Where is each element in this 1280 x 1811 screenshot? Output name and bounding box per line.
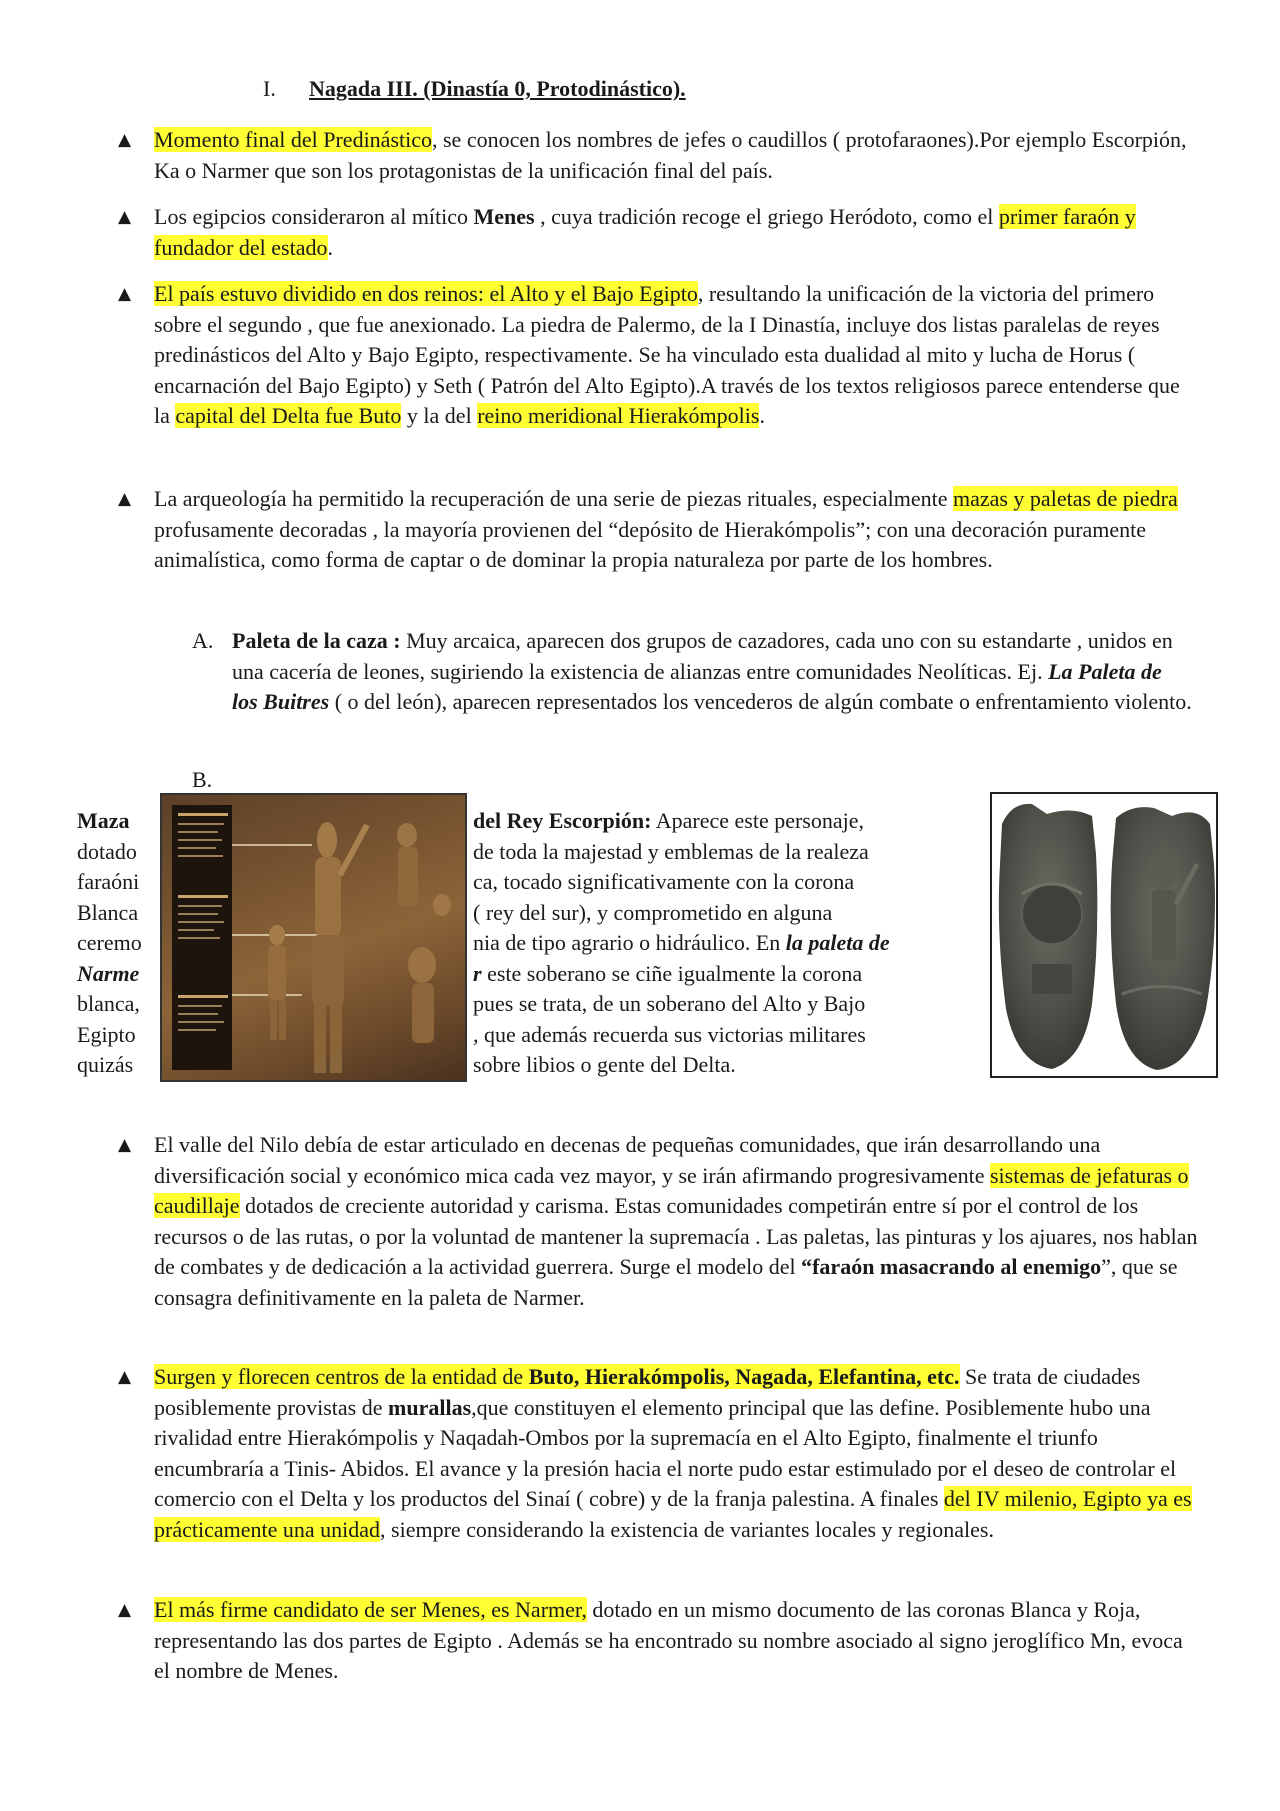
bullet-item [118,484,1198,576]
sub-letter: A. [192,628,214,653]
sub-letter: B. [192,767,213,792]
text-span: Muy arcaica, aparecen dos grupos de cazadores, cada uno con su estandarte , unidos en una cacería de leones, sugiriendo la existencia de alianzas entre comunidades Neolíticas. Ej. [232,628,1173,684]
bullet-text [154,279,1198,432]
bullet-item [118,202,1198,263]
text-span: nia de tipo agrario o hidráulico. En [473,930,786,955]
fragment: Egipto [77,1021,136,1047]
text-span: La arqueología ha permitido la recuperación de una serie de piezas rituales, especialmente [154,486,953,511]
fragment: Blanca [77,899,139,925]
fragment: quizás [77,1052,134,1077]
heading-number: I. [263,76,276,101]
text-span: Aparece este personaje, [651,808,865,833]
triangle-bullet-icon: ▲ [118,1135,132,1155]
highlight: sistemas de jefaturas o caudillaje [154,1162,1189,1218]
text-span: y la del [401,403,478,428]
fragment: dotado [77,838,137,864]
bullet-text [154,125,1198,186]
bullet-item [118,279,1198,432]
text-span: . [327,234,333,260]
text-span: este soberano se ciñe igualmente la corona [481,960,863,986]
narmer-palette-image [990,792,1218,1078]
text-line: , que además recuerda sus victorias militares [473,1021,866,1047]
text-line: sobre libios o gente del Delta. [473,1052,736,1077]
left-text-fragments [77,806,157,1081]
triangle-bullet-icon: ▲ [118,1367,132,1387]
triangle-bullet-icon: ▲ [118,130,132,150]
text-span: , resultando la unificación de la victoria del primero sobre el segundo , que fue anexionado. La piedra de Palermo, de la I Dinastía, incluye dos listas paralelas de reyes predinásticos del Alto y Bajo Egipto, respectivamente. Se ha vinculado esta dualidad al mito y lucha de Horus ( encarnación del Bajo Egipto) y Seth ( Patrón del Alto Egipto).A través de los textos religiosos parece entenderse que la [154,281,1180,428]
highlight-bold: Buto, Hierakómpolis, Nagada, Elefantina, etc. [528,1364,960,1389]
sub-item-a [192,626,1192,718]
text-span: , se conocen los nombres de jefes o caudillos ( protofaraones).Por ejemplo Escorpión, Ka o Narmer que son los protagonistas de la unificación final del país. [154,127,1187,183]
section-heading [263,74,686,105]
bullet-item [118,1595,1198,1687]
bullet-text [154,484,1198,576]
bold-term: “faraón masacrando al enemigo [801,1254,1102,1279]
bullet-item [118,1130,1198,1313]
highlight: del IV milenio, Egipto ya es prácticamente una unidad [154,1486,1192,1542]
text-span: profusamente decoradas , la mayoría provienen del “depósito de Hierakómpolis”; con una decoración puramente animalística, como forma de captar o de dominar la propia naturaleza por parte de los hombres. [154,516,1147,572]
bullet-item [118,125,1198,186]
text-line: ca, tocado significativamente con la corona [473,869,855,894]
highlight: El país estuvo dividido en dos reinos: el Alto y el Bajo Egipto [154,281,698,306]
text-line: ( rey del sur), y comprometido en alguna [473,899,833,925]
highlight: reino meridional Hierakómpolis [477,403,760,428]
text-span: , cuya tradición recoge el griego Heródoto, como el [534,204,999,229]
text-span: dotado en un mismo documento de las coronas Blanca y Roja, representando las dos partes de Egipto . Además se ha encontrado su nombre asociado al signo jeroglífico Mn, evoca el nombre de Menes. [154,1597,1183,1683]
text-span: ”, que se consagra definitivamente en la paleta de Narmer. [154,1254,1178,1310]
highlight: El más firme candidato de ser Menes, es Narmer, [154,1597,587,1622]
bold-italic-term: La Paleta de los Buitres [232,658,1162,714]
highlight: Surgen y florecen centros de la entidad de [154,1364,529,1389]
bold-italic-term: r [473,960,482,986]
highlight: capital del Delta fue Buto [175,403,402,428]
bold-term: Menes [473,204,535,229]
heading-title: Nagada III. (Dinastía 0, Protodinástico). [309,76,686,101]
fragment: faraóni [77,869,140,894]
text-span: Se trata de ciudades posiblemente provistas de [154,1364,1141,1420]
bullet-text [154,202,1198,263]
bold-term: Paleta de la caza : [232,628,401,653]
bold-term: murallas [388,1394,472,1420]
triangle-bullet-icon: ▲ [118,1600,132,1620]
triangle-bullet-icon: ▲ [118,207,132,227]
highlight: Momento final del Predinástico [154,127,432,152]
bullet-item [118,1362,1198,1545]
text-line: pues se trata, de un soberano del Alto y Bajo [473,991,866,1016]
bold-term: del Rey Escorpión: [473,808,652,833]
text-span: ,que constituyen el elemento principal que las define. Posiblemente hubo una rivalidad entre Hierakómpolis y Naqadah-Ombos por la supremacía en el Alto Egipto, finalmente el triunfo encumbraría a Tinis- Abidos. El avance y la presión hacia el norte pudo estar estimulado por el deseo de controlar el comercio con el Delta y los productos del Sinaí ( cobre) y de la franja palestina. A finales [154,1394,1177,1511]
text-span: , siempre considerando la existencia de variantes locales y regionales. [380,1516,994,1542]
text-span: ( o del león), aparecen representados los vencederos de algún combate o enfrentamiento violento. [329,689,1192,714]
sub-text [232,626,1192,718]
bullet-text [154,1595,1198,1687]
fragment: Maza [77,808,130,833]
text-span: dotados de creciente autoridad y carisma. Estas comunidades competirán entre sí por el control de los recursos o de las rutas, o por la voluntad de mantener la supremacía . Las paletas, las pinturas y los ajuares, nos hablan de combates y de dedicación a la actividad guerrera. Surge el modelo del [154,1193,1198,1279]
highlight: mazas y paletas de piedra [952,486,1178,511]
bullet-text [154,1130,1198,1313]
text-span: Los egipcios consideraron al mítico [154,204,474,229]
highlight: primer faraón y fundador del estado [154,204,1136,260]
fragment: ceremo [77,930,142,955]
middle-text-column [473,806,993,1081]
scorpion-king-relief-image [160,793,467,1082]
palette-icon [992,794,1218,1078]
text-span: El valle del Nilo debía de estar articulado en decenas de pequeñas comunidades, que irán desarrollando una diversificación social y económico mica cada vez mayor, y se irán afirmando progresivamente [154,1132,1101,1188]
text-line: de toda la majestad y emblemas de la realeza [473,838,869,864]
bold-italic-term: la paleta de [785,930,890,955]
triangle-bullet-icon: ▲ [118,489,132,509]
triangle-bullet-icon: ▲ [118,284,132,304]
fragment: Narme [77,960,140,986]
text-span: . [759,403,765,428]
bullet-text [154,1362,1198,1545]
fragment: blanca, [77,991,140,1016]
relief-figures-icon [162,795,467,1082]
